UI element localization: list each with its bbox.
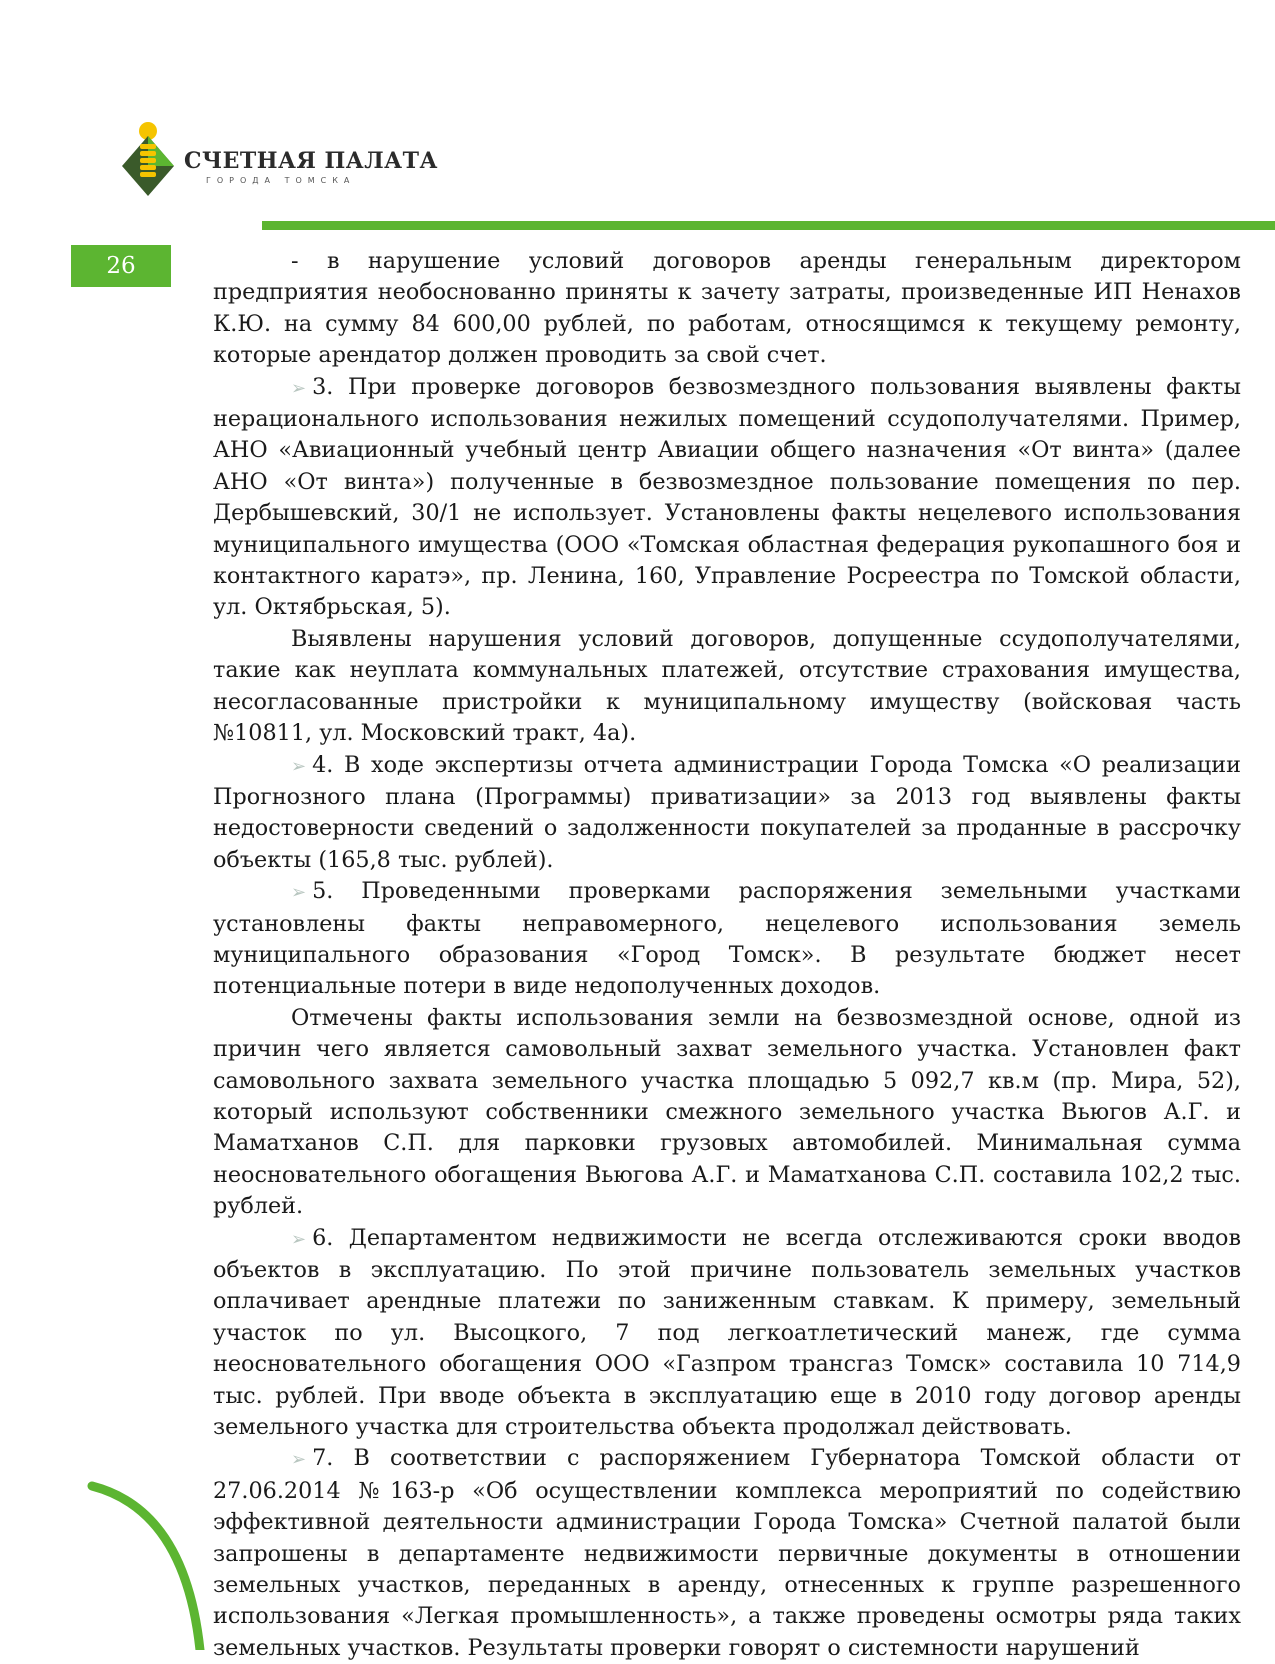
- paragraph: [213, 624, 1241, 750]
- body-text: [213, 246, 1241, 1664]
- logo-text: [184, 148, 438, 185]
- paragraph-text: 5. Проведенными проверками распоряжения земельными участками установлены факты неправомерного, нецелевого использования земель муниципального образования «Город Томск». В результате бюджет несет потенциальные потери в виде недополученных доходов.: [213, 878, 1241, 1000]
- arrow-bullet-icon: ➢: [291, 377, 307, 399]
- org-name: СЧЕТНАЯ ПАЛАТА: [184, 148, 438, 174]
- logo-coin: [140, 151, 156, 156]
- arrow-bullet-icon: ➢: [291, 755, 307, 777]
- paragraph: [213, 372, 1241, 624]
- page-number-badge: 26: [71, 245, 171, 287]
- header-rule: [262, 221, 1275, 230]
- org-subtitle: ГОРОДА ТОМСКА: [206, 176, 356, 185]
- logo-coin: [140, 158, 156, 163]
- paragraph: [213, 750, 1241, 877]
- logo-coin: [140, 144, 156, 149]
- paragraph-text: 4. В ходе экспертизы отчета администрации Города Томска «О реализации Прогнозного плана (Программы) приватизации» за 2013 год выявлены факты недостоверности сведений о задолженности покупателей за проданные в рассрочку объекты (165,8 тыс. рублей).: [213, 751, 1241, 873]
- paragraph-text: 3. При проверке договоров безвозмездного пользования выявлены факты нерационального использования нежилых помещений ссудополучателями. Пример, АНО «Авиационный учебный центр Авиации общего назначения «От винта» (далее АНО «От винта») полученные в безвозмездное пользование помещения по пер. Дербышевский, 30/1 не использует. Установлены факты нецелевого использования муниципального имущества (ООО «Томская областная федерация рукопашного боя и контактного каратэ», пр. Ленина, 160, Управление Росреестра по Томской области, ул. Октябрьская, 5).: [213, 373, 1241, 621]
- arrow-bullet-icon: ➢: [291, 1449, 307, 1471]
- paragraph: [213, 246, 1241, 372]
- paragraph-text: 6. Департаментом недвижимости не всегда отслеживаются сроки вводов объектов в эксплуатацию. По этой причине пользователь земельных участков оплачивает арендные платежи по заниженным ставкам. К примеру, земельный участок по ул. Высоцкого, 7 под легкоатлетический манеж, где сумма неосновательного обогащения ООО «Газпром трансгаз Томск» составила 10 714,9 тыс. рублей. При вводе объекта в эксплуатацию еще в 2010 году договор аренды земельного участка для строительства объекта продолжал действовать.: [213, 1224, 1241, 1441]
- decorative-arc: [0, 1470, 240, 1650]
- green-arc-stroke: [92, 1486, 200, 1650]
- arrow-bullet-icon: ➢: [291, 882, 307, 904]
- arrow-bullet-icon: ➢: [291, 1228, 307, 1250]
- logo-coin: [140, 165, 156, 170]
- paragraph: [213, 1443, 1241, 1664]
- paragraph-text: 7. В соответствии с распоряжением Губернатора Томской области от 27.06.2014 №163-р «Об осуществлении комплекса мероприятий по содействию эффективной деятельности администрации Города Томска» Счетной палатой были запрошены в департаменте недвижимости первичные документы в отношении земельных участков, переданных в аренду, отнесенных к группе разрешенного использования «Легкая промышленность», а также проведены осмотры ряда таких земельных участков. Результаты проверки говорят о системности нарушений: [213, 1445, 1241, 1661]
- paragraph-text: Выявлены нарушения условий договоров, допущенные ссудополучателями, такие как неуплата коммунальных платежей, отсутствие страхования имущества, несогласованные пристройки к муниципальному имуществу (войсковая часть №10811, ул. Московский тракт, 4а).: [213, 625, 1241, 747]
- paragraph: [213, 1223, 1241, 1444]
- logo-coin: [140, 172, 156, 177]
- paragraph-text: Отмечены факты использования земли на безвозмездной основе, одной из причин чего является самовольный захват земельного участка. Установлен факт самовольного захвата земельного участка площадью 5 092,7 кв.м (пр. Мира, 52), который используют собственники смежного земельного участка Вьюгов А.Г. и Маматханов С.П. для парковки грузовых автомобилей. Минимальная сумма неосновательного обогащения Вьюгова А.Г. и Маматханова С.П. составила 102,2 тыс. рублей.: [213, 1004, 1241, 1220]
- paragraph: [213, 1003, 1241, 1223]
- paragraph-text: - в нарушение условий договоров аренды генеральным директором предприятия необоснованно приняты к зачету затраты, произведенные ИП Ненахов К.Ю. на сумму 84 600,00 рублей, по работам, относящимся к текущему ремонту, которые арендатор должен проводить за свой счет.: [213, 248, 1241, 369]
- paragraph: [213, 876, 1241, 1003]
